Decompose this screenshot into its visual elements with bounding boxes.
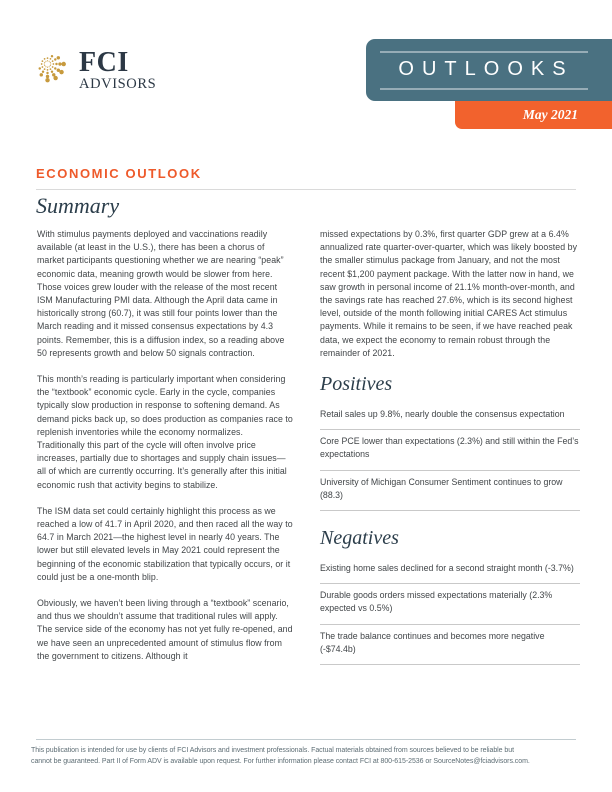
fci-globe-icon [37,51,70,92]
section-divider [36,189,576,190]
positive-item: University of Michigan Consumer Sentiment continues to grow (88.3) [320,471,580,511]
logo-wordmark [79,47,157,93]
summary-paragraph: The ISM data set could certainly highlight this process as we reached a low of 41.7 in April 2020, and then raced all the way to 64.7 in March 2021—the highest level in nearly 40 years. The lower but still elevated levels in May 2021 could represent the beginning of the economic stabilization that typically occurs, or it could just be a one-month blip. [37,505,293,582]
negatives-list [320,557,580,665]
negative-item: The trade balance continues and becomes more negative (-$74.4b) [320,625,580,665]
summary-paragraph: With stimulus payments deployed and vaccinations readily available (at least in the U.S.), there has been a chorus of market participants questioning whether we are nearing “peak” economic data, meaning growth would be slower from here. Those voices grew louder with the release of the most recent ISM Manufacturing PMI data. Although the April data came in historically strong (60.7), it was still four points lower than the March reading and it missed consensus expectations by 4.3 points. Remember, this is a diffusion index, so a reading above 50 represents growth and below 50 signals contraction. [37,229,285,358]
summary-paragraph: This month’s reading is particularly important when considering the “textbook” economic cycle. Early in the cycle, companies typically slow production in response to softening demand. As demand picks back up, so does production as companies race to replenish inventories while the economy normalizes. Traditionally this part of the cycle will often involve price increases, partially due to shortages and supply chain issues—all of which are currently occurring. It’s generally after this initial economic rush that activity begins to stabilize. [37,374,293,490]
footer-line: cannot be guaranteed. Part II of Form ADV is available upon request. For further information please contact FCI at 800-615-2536 or SourceNotes@fciadvisors.com. [31,757,530,765]
date-ribbon [455,101,612,129]
summary-paragraph: Obviously, we haven’t been living through a “textbook” scenario, and thus we shouldn’t assume that traditional rules will apply. The service side of the economy has not yet fully re-opened, and we have seen an unprecedented amount of stimulus flow from the government to citizens. Although it [37,598,293,661]
economic-outlook-heading: ECONOMIC OUTLOOK [36,166,202,181]
negatives-heading: Negatives [320,527,399,550]
outlooks-banner [366,39,612,101]
brand-name: FCI [79,47,129,78]
negative-item: Existing home sales declined for a second straight month (-3.7%) [320,557,580,584]
issue-date: May 2021 [522,107,578,122]
footer-line: This publication is intended for use by clients of FCI Advisors and investment professionals. Factual materials obtained from sources believed to be reliable but [31,747,514,754]
brand-subtitle: ADVISORS [79,76,157,92]
summary-column-right [320,228,580,665]
positives-heading: Positives [320,373,393,396]
footer-divider [36,739,576,740]
summary-column-left [37,228,293,676]
summary-heading: Summary [36,193,120,218]
negative-item: Durable goods orders missed expectations materially (2.3% expected vs 0.5%) [320,584,580,624]
positive-item: Retail sales up 9.8%, nearly double the consensus expectation [320,403,580,430]
fci-logo [37,47,157,93]
summary-paragraph: missed expectations by 0.3%, first quarter GDP grew at a 6.4% annualized rate quarter-over-quarter, which was likely boosted by the smaller stimulus package from January, and not the most recent $1,200 payment package. With the latter now in hand, we saw growth in personal income of 21.1% month-over-month, and the savings rate has reached 27.6%, which is its second highest level, outside of the month following initial CARES Act stimulus payments. While it remains to be seen, if we have reached peak data, we expect the economy to remain robust through the remainder of 2021. [320,229,578,358]
footer-disclaimer [31,746,583,767]
positives-list [320,403,580,511]
banner-title: OUTLOOKS [398,57,574,80]
positive-item: Core PCE lower than expectations (2.3%) and still within the Fed’s expectations [320,430,580,470]
banner-rule-bottom [380,88,588,90]
